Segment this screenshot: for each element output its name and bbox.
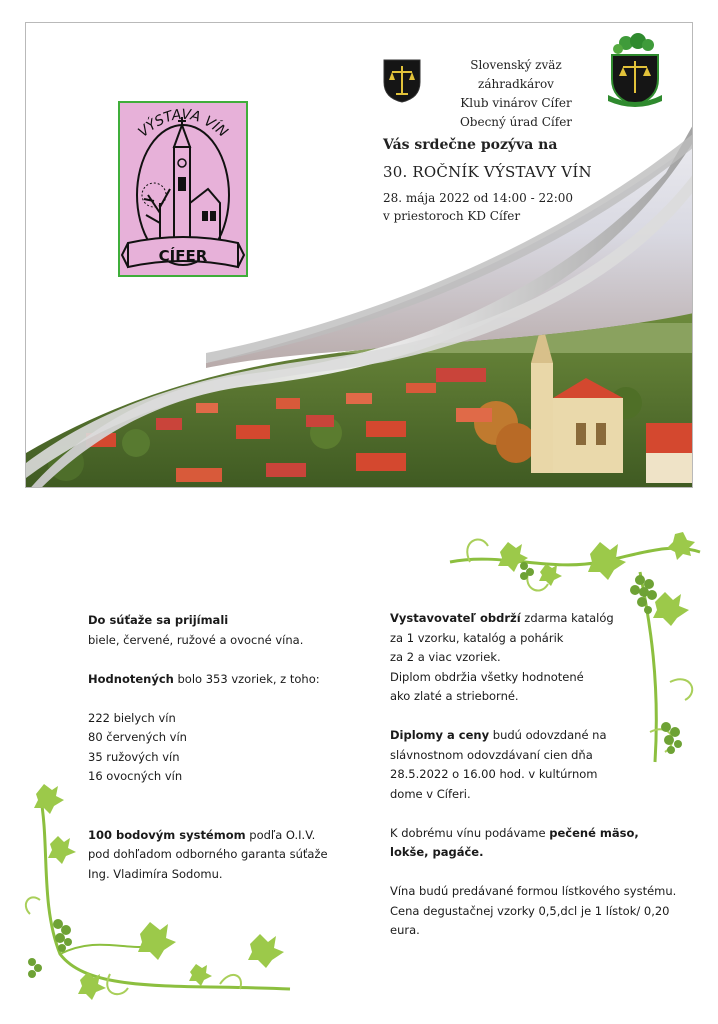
- count-item: 16 ovocných vín: [88, 769, 183, 783]
- logo-bottom-text: CÍFER: [158, 247, 208, 265]
- event-place: v priestoroch KD Cífer: [383, 209, 521, 223]
- rated-heading: Hodnotených: [88, 671, 174, 686]
- exhibitor-heading: Vystavovateľ obdrží: [390, 611, 521, 625]
- diplomas-heading: Diplomy a ceny: [390, 728, 490, 742]
- organizers-list: [432, 56, 600, 132]
- diplomas-text: budú odovzdané na: [489, 728, 607, 742]
- logo-top-text: VÝSTAVA VÍN: [135, 106, 231, 141]
- diplomas-line: 28.5.2022 o 16.00 hod. v kultúrnom: [390, 767, 598, 781]
- wine-club-emblem-icon: [604, 33, 666, 113]
- diplomas-line: dome v Cíferi.: [390, 786, 471, 801]
- organizer-line: Slovenský zväz záhradkárov: [470, 58, 562, 91]
- exhibitor-line: Diplom obdržia všetky hodnotené: [390, 669, 584, 684]
- tickets-line: Cena degustačnej vzorky 0,5,dcl je 1 lístok/ 0,20 eura.: [390, 903, 670, 937]
- exhibitor-line: ako zlaté a strieborné.: [390, 689, 519, 703]
- invitation-text: [383, 137, 592, 225]
- count-item: 35 ružových vín: [88, 749, 180, 764]
- rated-text: bolo 353 vzoriek, z toho:: [173, 671, 320, 686]
- event-title: 30. ROČNÍK VÝSTAVY VÍN: [383, 163, 592, 181]
- diplomas-line: slávnostnom odovzdávaní cien dňa: [390, 747, 593, 762]
- invite-heading: Vás srdečne pozýva na: [383, 137, 558, 153]
- exhibitor-info-column: [390, 609, 690, 941]
- count-item: 80 červených vín: [88, 730, 187, 744]
- food-highlight: lokše, pagáče.: [390, 845, 484, 859]
- exhibitor-line: za 1 vzorku, katalóg a pohárik: [390, 630, 564, 645]
- entries-text: biele, červené, ružové a ovocné vína.: [88, 632, 304, 647]
- system-text: podľa O.I.V.: [245, 827, 316, 842]
- food-text: K dobrému vínu podávame: [390, 825, 550, 840]
- entries-heading: Do súťaže sa prijímali: [88, 613, 229, 627]
- event-date: 28. mája 2022 od 14:00 - 22:00: [383, 191, 574, 205]
- vystava-vin-logo: [118, 101, 248, 277]
- tickets-line: Vína budú predávané formou lístkového systému.: [390, 884, 677, 898]
- competition-info-column: [88, 611, 368, 884]
- cifer-coat-of-arms-icon: [382, 58, 422, 108]
- food-highlight: pečené mäso,: [549, 825, 639, 840]
- system-line: pod dohľadom odborného garanta súťaže: [88, 847, 328, 861]
- organizer-line: Obecný úrad Cífer: [459, 115, 573, 129]
- exhibitor-text: zdarma katalóg: [520, 611, 614, 625]
- exhibitor-line: za 2 a viac vzoriek.: [390, 650, 501, 664]
- organizer-line: Klub vinárov Cífer: [460, 96, 572, 110]
- system-line: Ing. Vladimíra Sodomu.: [88, 866, 223, 881]
- count-item: 222 bielych vín: [88, 710, 176, 725]
- system-heading: 100 bodovým systémom: [88, 827, 246, 842]
